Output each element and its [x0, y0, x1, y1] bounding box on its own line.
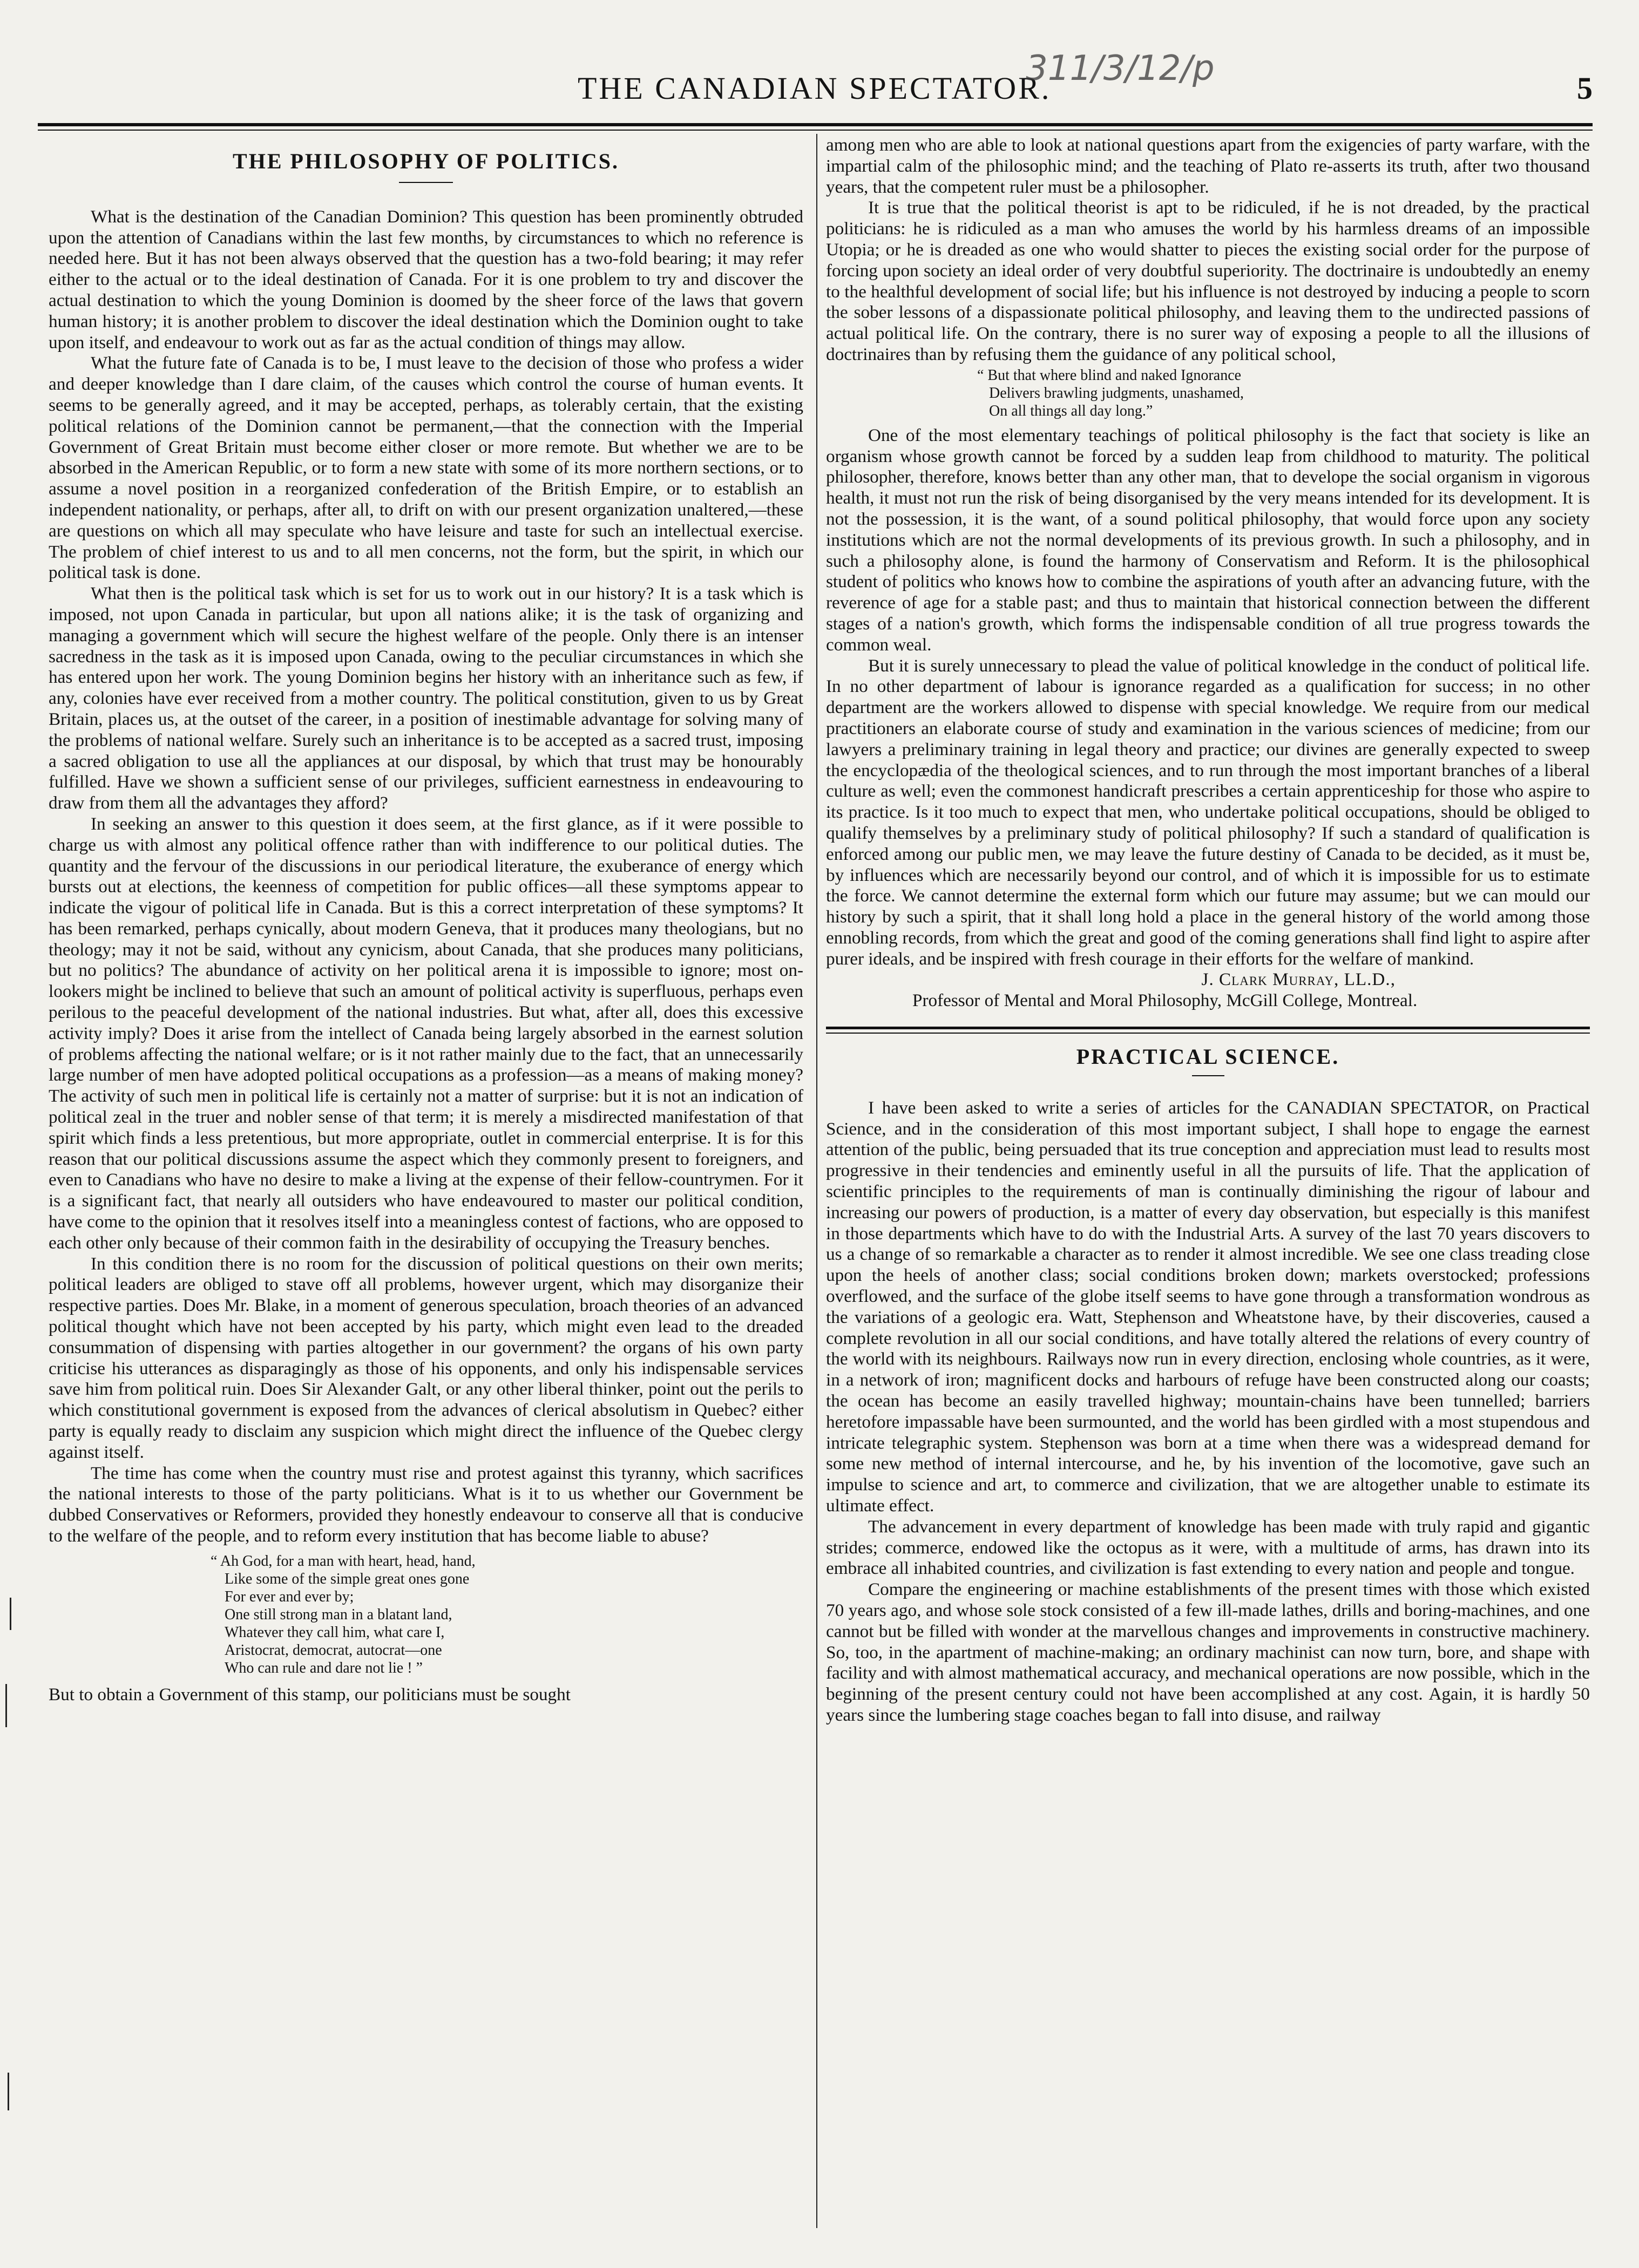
paragraph: The advancement in every department of knowledge has been made with truly rapid and gigantic strides; commerce, endowed like the octopus as it were, with a multitude of arms, has drawn into its embrace all inhabited countries, and civilization is fast extending to every nation and people and tongue.: [826, 1516, 1590, 1579]
paragraph: But to obtain a Government of this stamp, our politicians must be sought: [49, 1684, 571, 1705]
verse-line: Whatever they call him, what care I,: [225, 1624, 445, 1641]
paragraph: What then is the political task which is set for us to work out in our history? It is a task which is imposed, not upon Canada in particular, but upon all nations alike; it is the task of organizing and managing a government which will secure the highest welfare of the people. Only there is an intenser sacredness in the task as it is imposed upon Canada, owing to the peculiar circumstances in which she has entered upon her work. The young Dominion begins her history with an inheritance such as few, if any, colonies have ever received from a mother country. The political constitution, given to us by Great Britain, places us, at the outset of the career, in a position of inestimable advantage for solving many of the problems of national welfare. Surely such an inheritance is to be accepted as a sacred trust, imposing a sacred obligation to use all the appliances at our disposal, by which that trust may be honourably fulfilled. Have we shown a sufficient sense of our privileges, sufficient earnestness in endeavouring to draw from them all the advantages they afford?: [49, 583, 803, 813]
verse-line: On all things all day long.”: [989, 402, 1153, 419]
author-name: J. Clark Murray, LL.D.,: [1201, 969, 1396, 990]
paragraph: One of the most elementary teachings of political philosophy is the fact that society is like an organism whose growth cannot be forced by a sudden leap from childhood to maturity. The political philosopher, therefore, knows better than any other man, that to develope the social organism in vigorous health, it must not run the risk of being disorganised by the very means intended for its development. It is not the possession, it is the want, of a sound political philosophy, that would force upon any society institutions which are not the normal developments of its previous growth. In such a philosophy, and in such a philosophy alone, is found the harmony of Conservatism and Reform. It is the philosophical student of politics who knows how to combine the aspirations of youth after an advancing future, with the reverence of age for a stable past; and thus to maintain that historical connection between the different stages of a nation's growth, which forms the indispensable condition of all true progress towards the common weal.: [826, 425, 1590, 655]
paragraph: In seeking an answer to this question it does seem, at the first glance, as if it were possible to charge us with almost any political offence rather than with indifference to our political duties. The quantity and the fervour of the discussions in our periodical literature, the exuberance of energy which bursts out at elections, the keenness of competition for public offices—all these symptoms appear to indicate the vigour of political life in Canada. But is this a correct interpretation of these symptoms? It has been remarked, perhaps cynically, about modern Geneva, that it produces many theologians, but no theology; may it not be said, without any cynicism, about Canada, that she produces many politicians, but no politics? The abundance of activity on her political arena it is impossible to ignore; most on-lookers might be inclined to believe that such an amount of political activity is superfluous, perhaps even perilous to the peaceful development of the national industries. But what, after all, does this excessive activity imply? Does it arise from the intellect of Canada being largely absorbed in the earnest solution of problems affecting the national welfare; or is it not rather mainly due to the fact, that an unnecessarily large number of men have adopted political occupations as a profession—as a means of making money? The activity of such men in political life is certainly not a matter of surprise: but it is not an indication of political zeal in the truer and nobler sense of that term; it is merely a misdirected manifestation of that spirit which finds a less pretentious, but more appropriate, outlet in commercial enterprise. It is for this reason that our political discussions assume the aspect which they commonly present to foreigners, and even to Canadians who have no desire to make a living at the expense of their fellow-countrymen. For it is a significant fact, that nearly all outsiders who have endeavoured to master our political condition, have come to the opinion that it resolves itself into a meaningless contest of factions, who are opposed to each other only because of their common faith in the desirability of occupying the Treasury benches.: [49, 813, 803, 1253]
section-rule-thick: [826, 1027, 1590, 1029]
paragraph: It is true that the political theorist is apt to be ridiculed, if he is not dreaded, by the practical politicians: he is ridiculed as a man who amuses the world by his harmless dreams of an impossible Utopia; or he is dreaded as one who would shatter to pieces the existing social order for the purpose of forcing upon society an ideal order of very doubtful superiority. The doctrinaire is undoubtedly an enemy to the healthful development of social life; but his influence is not destroyed by inducing a people to scorn the sober lessons of a dispassionate political philosophy, and leaving them to the undirected passions of actual political life. On the contrary, there is no surer way of exposing a people to all the illusions of doctrinaires than by refusing them the guidance of any political school,: [826, 198, 1590, 364]
paragraph: What is the destination of the Canadian Dominion? This question has been prominently obtruded upon the attention of Canadians within the last few months, by circumstances to which no reference is needed here. But it has not been always observed that the question has a two-fold bearing; it may refer either to the actual or to the ideal destination of Canada. For it is one problem to try and discover the actual destination to which the young Dominion is doomed by the sheer force of the laws that govern human history; it is another problem to discover the ideal destination which the Dominion ought to take upon itself, and endeavour to work out as far as the actual condition of things may allow.: [49, 206, 803, 352]
masthead: THE CANADIAN SPECTATOR.: [578, 71, 1052, 106]
title-rule: [399, 182, 453, 183]
verse-line: Like some of the simple great ones gone: [225, 1570, 470, 1587]
paragraph: among men who are able to look at national questions apart from the exigencies of party warfare, with the impartial calm of the philosophic mind; and the teaching of Plato re-asserts its truth, after two thousand years, that the competent ruler must be a philosopher.: [826, 135, 1590, 197]
article-title: THE PHILOSOPHY OF POLITICS.: [233, 149, 619, 173]
column-divider: [816, 134, 817, 2228]
verse-line: Delivers brawling judgments, unashamed,: [989, 384, 1244, 402]
page-number: 5: [1577, 71, 1593, 106]
article-title: PRACTICAL SCIENCE.: [1076, 1044, 1340, 1069]
margin-mark: [10, 1598, 11, 1630]
verse-line: “ Ah God, for a man with heart, head, hand,: [211, 1552, 476, 1570]
section-rule-thin: [826, 1033, 1590, 1034]
margin-mark: [8, 2073, 9, 2110]
paragraph: In this condition there is no room for the discussion of political questions on their own merits; political leaders are obliged to stave off all problems, however urgent, which may disorganize their respective parties. Does Mr. Blake, in a moment of generous speculation, broach theories of an advanced political thought which have not been accepted by his party, which might even lead to the dreaded consummation of dispensing with parties altogether in our government? the organs of his own party criticise his utterances as disparagingly as those of his opponents, and only his indispensable services save him from political ruin. Does Sir Alexander Galt, or any other liberal thinker, point out the perils to which constitutional government is exposed from the advances of clerical absolutism in Quebec? either party is equally ready to disclaim any suspicion which might direct the influence of the Quebec clergy against itself.: [49, 1253, 803, 1462]
verse-line: One still strong man in a blatant land,: [225, 1606, 452, 1623]
handwritten-annotation: 311/3/12/p: [1026, 49, 1215, 89]
verse-line: “ But that where blind and naked Ignorance: [977, 366, 1242, 384]
page-header: [38, 49, 1593, 119]
left-column: [49, 135, 803, 1706]
verse-line: Aristocrat, democrat, autocrat—one: [225, 1641, 442, 1659]
paragraph: The time has come when the country must rise and protest against this tyranny, which sacrifices the national interests to those of the party politicians. What is it to us whether our Government be dubbed Conservatives or Reformers, provided they honestly endeavour to conserve all that is conducive to the welfare of the people, and to reform every institution that has become liable to abuse?: [49, 1463, 803, 1546]
header-rule-thin: [38, 130, 1593, 131]
right-column: [826, 135, 1590, 1726]
title-rule: [1192, 1075, 1224, 1076]
header-rule-thick: [38, 123, 1593, 126]
verse-quote: [211, 1552, 803, 1677]
paragraph: What the future fate of Canada is to be, I must leave to the decision of those who profess a wider and deeper knowledge than I dare claim, of the causes which control the course of human events. It seems to be generally agreed, and it may be accepted, perhaps, as tolerably certain, that the existing political relations of the Dominion cannot be permanent,—that the connection with the Imperial Government of Great Britain must become either closer or more remote. But whether we are to be absorbed in the American Republic, or to form a new state with some of its more northern sections, or to assume a novel position in a reorganized confederation of the British Empire, or to establish an independent nationality, or perhaps, after all, to drift on with our present organization unaltered,—these are questions on which all may speculate who have leisure and taste for such an intellectual exercise. The problem of chief interest to us and to all men concerns, not the form, but the spirit, in which our political task is done.: [49, 353, 803, 583]
verse-line: Who can rule and dare not lie ! ”: [225, 1659, 423, 1676]
verse-line: For ever and ever by;: [225, 1588, 354, 1605]
paragraph: But it is surely unnecessary to plead the value of political knowledge in the conduct of political life. In no other department of labour is ignorance regarded as a qualification for success; in no other department are the workers allowed to dispense with special knowledge. We require from our medical practitioners an elaborate course of study and examination in the various sciences of medicine; from our lawyers a preliminary training in legal theory and practice; our divines are generally expected to sweep the encyclopædia of the theological sciences, and to run through the most important branches of a liberal culture as well; even the commonest handicraft prescribes a certain apprenticeship for those who aspire to its practice. Is it too much to expect that men, who undertake political occupations, should be obliged to qualify themselves by a preliminary study of political philosophy? If such a standard of qualification is enforced among our public men, we may leave the future destiny of Canada to be decided, as it must be, by influences which are necessarily beyond our control, and of which it is impossible for us to estimate the force. We cannot determine the external form which our future may assume; but we can mould our history by such a spirit, that it shall long hold a place in the general history of the world among those ennobling records, from which the great and good of the coming generations shall find light to aspire after purer ideals, and be inspired with fresh courage in their efforts for the welfare of mankind.: [826, 655, 1590, 969]
verse-quote: [977, 366, 1590, 420]
author-title: Professor of Mental and Moral Philosophy, McGill College, Montreal.: [912, 990, 1418, 1011]
margin-mark: [5, 1684, 7, 1727]
paragraph: Compare the engineering or machine establishments of the present times with those which existed 70 years ago, and whose sole stock consisted of a few ill-made lathes, drills and boring-machines, and one cannot but be filled with wonder at the marvellous changes and improvements in constructive machinery. So, too, in the apartment of machine-making; an ordinary machinist can now turn, bore, and shape with facility and with almost mathematical accuracy, and mechanical operations are now possible, which in the beginning of the present century could not have been accomplished at any cost. Again, it is hardly 50 years since the lumbering stage coaches began to fall into disuse, and railway: [826, 1579, 1590, 1725]
paragraph: I have been asked to write a series of articles for the CANADIAN SPECTATOR, on Practical Science, and in the consideration of this most important subject, I shall hope to engage the earnest attention of the public, being persuaded that its true conception and appreciation must lead to results most progressive in their tendencies and eminently useful in all the pursuits of life. That the application of scientific principles to the requirements of man is continually diminishing the rigour of labour and increasing our powers of production, is a matter of every day observation, but especially is this manifest in those departments which have to do with the Industrial Arts. A survey of the last 70 years discovers to us a change of so remarkable a character as to render it almost incredible. We see one class treading close upon the heels of another class; social conditions broken down; markets overstocked; professions overflowed, and the surface of the globe itself seems to have gone through a transformation wondrous as the variations of a geologic era. Watt, Stephenson and Wheatstone have, by their discoveries, caused a complete revolution in all our social conditions, and have totally altered the relations of every country of the world with its neighbours. Railways now run in every direction, enclosing whole countries, as it were, in a network of iron; magnificent docks and harbours of refuge have been constructed along our coasts; the ocean has become an easily travelled highway; mountain-chains have been tunnelled; barriers heretofore impassable have been surmounted, and the world has been girdled with a most stupendous and intricate telegraphic system. Stephenson was born at a time when there was a widespread demand for some new method of internal intercourse, and he, by his invention of the locomotive, gave such an impulse to science and art, to commerce and civilization, that we are altogether unable to estimate its ultimate effect.: [826, 1097, 1590, 1516]
